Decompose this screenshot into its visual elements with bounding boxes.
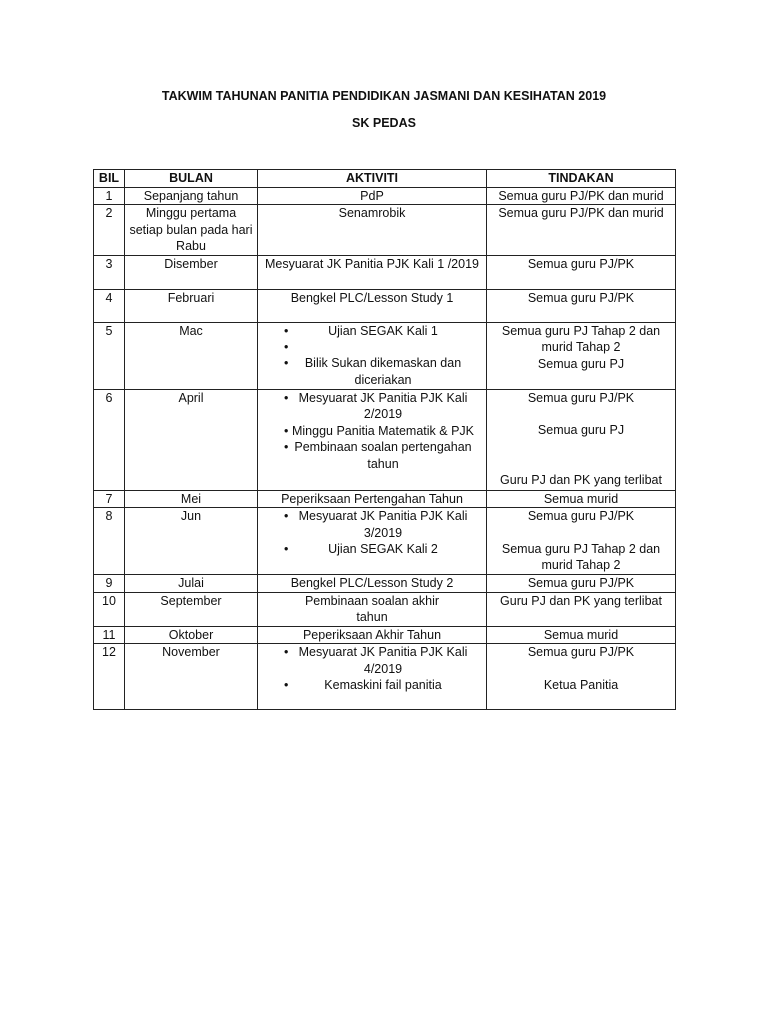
- cell-bil: 11: [94, 626, 125, 644]
- aktiviti-list: [262, 390, 482, 473]
- tindakan-line: Semua guru PJ: [537, 356, 625, 371]
- cell-tindakan: [487, 322, 676, 389]
- list-item: • Mesyuarat JK Panitia PJK Kali 3/2019: [262, 508, 482, 541]
- list-item: • Pembinaan soalan pertengahan tahun: [262, 439, 482, 472]
- table-row: [94, 389, 676, 490]
- cell-bil: 4: [94, 289, 125, 322]
- table-header-row: [94, 170, 676, 188]
- cell-bil: 9: [94, 575, 125, 593]
- cell-bulan: Jun: [125, 508, 258, 575]
- table-row: [94, 626, 676, 644]
- cell-aktiviti: [258, 508, 487, 575]
- cell-tindakan: [487, 389, 676, 490]
- cell-bulan: Disember: [125, 255, 258, 289]
- cell-bil: 5: [94, 322, 125, 389]
- aktiviti-list: [262, 644, 482, 694]
- cell-bulan: Oktober: [125, 626, 258, 644]
- cell-tindakan: Semua guru PJ/PK: [487, 255, 676, 289]
- table-row: [94, 289, 676, 322]
- list-item: • Ujian SEGAK Kali 1: [262, 323, 482, 340]
- table-row: [94, 575, 676, 593]
- cell-aktiviti: Peperiksaan Akhir Tahun: [258, 626, 487, 644]
- cell-aktiviti: [258, 644, 487, 710]
- cell-bil: 3: [94, 255, 125, 289]
- tindakan-line: Guru PJ dan PK yang terlibat: [500, 472, 662, 487]
- cell-bulan: Julai: [125, 575, 258, 593]
- table-row: [94, 508, 676, 575]
- cell-aktiviti: Senamrobik: [258, 205, 487, 256]
- header-tindakan: TINDAKAN: [487, 170, 676, 188]
- cell-aktiviti: Bengkel PLC/Lesson Study 1: [258, 289, 487, 322]
- cell-tindakan: Semua murid: [487, 490, 676, 508]
- tindakan-line: Semua guru PJ: [537, 423, 625, 437]
- cell-tindakan: Guru PJ dan PK yang terlibat: [487, 592, 676, 626]
- tindakan-line: Semua guru PJ Tahap 2 dan murid Tahap 2: [501, 541, 661, 572]
- cell-bil: 12: [94, 644, 125, 710]
- cell-aktiviti: Peperiksaan Pertengahan Tahun: [258, 490, 487, 508]
- cell-bulan: Minggu pertama setiap bulan pada hari Rabu: [125, 205, 258, 256]
- cell-tindakan: Semua guru PJ/PK dan murid: [487, 187, 676, 205]
- tindakan-line: Semua guru PJ/PK: [527, 645, 635, 659]
- list-item: • Bilik Sukan dikemaskan dan diceriakan: [262, 355, 482, 388]
- list-item: • Ujian SEGAK Kali 2: [262, 541, 482, 558]
- aktiviti-list: [262, 508, 482, 558]
- cell-bil: 1: [94, 187, 125, 205]
- cell-bulan: Februari: [125, 289, 258, 322]
- table-row: [94, 205, 676, 256]
- table-row: [94, 490, 676, 508]
- cell-aktiviti: [258, 389, 487, 490]
- calendar-table: [93, 169, 676, 710]
- table-row: [94, 644, 676, 710]
- cell-bulan: November: [125, 644, 258, 710]
- cell-aktiviti: Mesyuarat JK Panitia PJK Kali 1 /2019: [258, 255, 487, 289]
- tindakan-line: Ketua Panitia: [543, 677, 619, 692]
- list-item: • Minggu Panitia Matematik & PJK: [262, 423, 482, 440]
- cell-tindakan: Semua murid: [487, 626, 676, 644]
- cell-bil: 8: [94, 508, 125, 575]
- cell-bulan: Sepanjang tahun: [125, 187, 258, 205]
- cell-bil: 7: [94, 490, 125, 508]
- cell-tindakan: [487, 508, 676, 575]
- cell-bulan: Mei: [125, 490, 258, 508]
- cell-bulan: April: [125, 389, 258, 490]
- tindakan-line: Semua guru PJ/PK: [527, 509, 635, 523]
- cell-bil: 10: [94, 592, 125, 626]
- cell-tindakan: Semua guru PJ/PK: [487, 289, 676, 322]
- table-row: [94, 322, 676, 389]
- aktiviti-list: [262, 323, 482, 389]
- list-item: • Mesyuarat JK Panitia PJK Kali 2/2019: [262, 390, 482, 423]
- cell-tindakan: Semua guru PJ/PK: [487, 575, 676, 593]
- cell-aktiviti: [258, 322, 487, 389]
- document-title: TAKWIM TAHUNAN PANITIA PENDIDIKAN JASMANI DAN KESIHATAN 2019: [161, 89, 607, 103]
- cell-bil: 2: [94, 205, 125, 256]
- table-row: [94, 592, 676, 626]
- table-row: [94, 187, 676, 205]
- cell-aktiviti: PdP: [258, 187, 487, 205]
- cell-bulan: September: [125, 592, 258, 626]
- header-bulan: BULAN: [125, 170, 258, 188]
- header-aktiviti: AKTIVITI: [258, 170, 487, 188]
- tindakan-line: Semua guru PJ/PK: [527, 390, 635, 405]
- cell-tindakan: [487, 644, 676, 710]
- cell-bil: 6: [94, 389, 125, 490]
- list-spacer: [262, 339, 482, 355]
- tindakan-line: Semua guru PJ Tahap 2 dan murid Tahap 2: [501, 323, 661, 354]
- cell-bulan: Mac: [125, 322, 258, 389]
- cell-tindakan: Semua guru PJ/PK dan murid: [487, 205, 676, 256]
- list-item: • Kemaskini fail panitia: [262, 677, 482, 694]
- table-row: [94, 255, 676, 289]
- document-subtitle: SK PEDAS: [352, 116, 416, 130]
- header-bil: BIL: [94, 170, 125, 188]
- cell-aktiviti: Pembinaan soalan akhir tahun: [258, 592, 487, 626]
- list-item: • Mesyuarat JK Panitia PJK Kali 4/2019: [262, 644, 482, 677]
- cell-aktiviti: Bengkel PLC/Lesson Study 2: [258, 575, 487, 593]
